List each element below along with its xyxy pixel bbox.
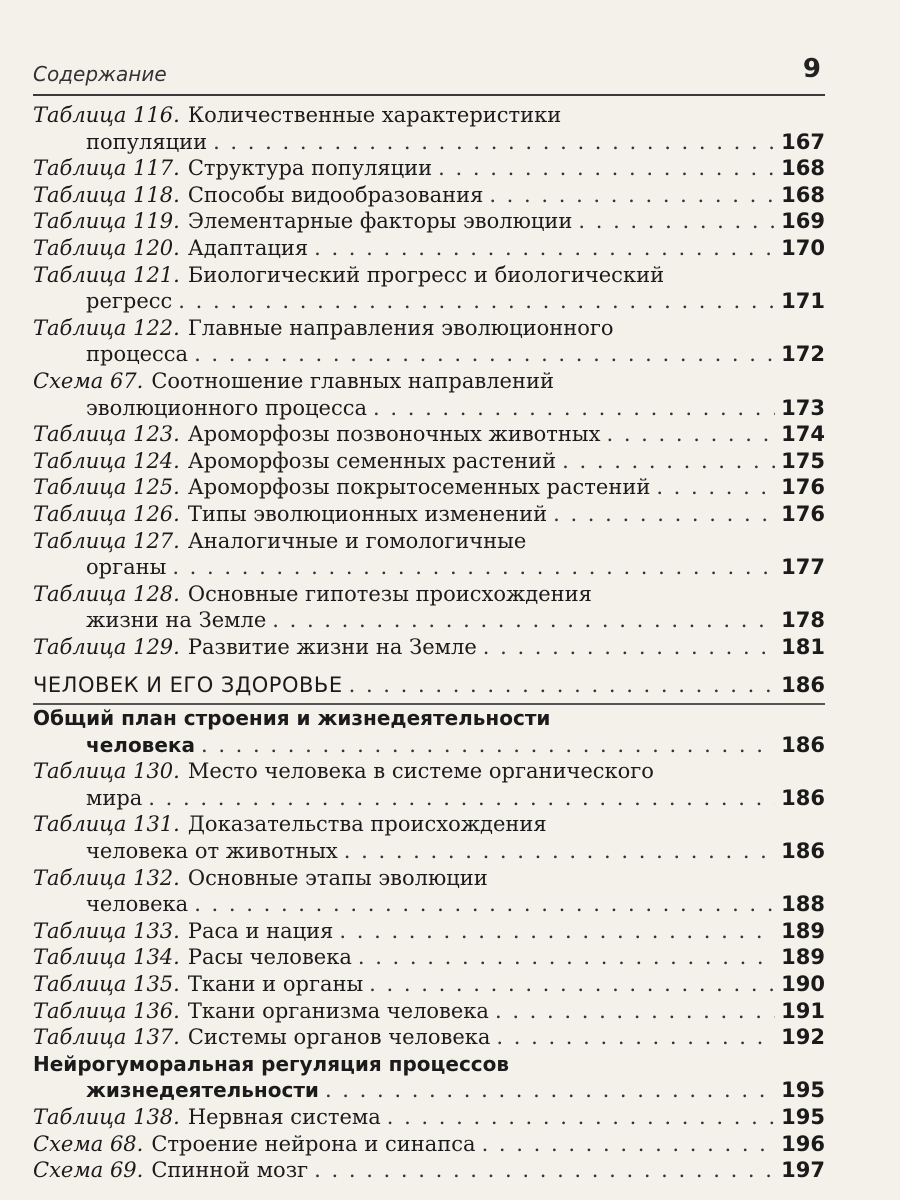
entry-label: Таблица 125. (33, 475, 180, 500)
leader-dots (314, 235, 775, 262)
entry-title: Соотношение главных направлений (151, 368, 554, 393)
entry-title-continued: человека от животных (86, 839, 338, 864)
toc-line (33, 474, 825, 501)
entry-title: Ароморфозы покрытосеменных растений (187, 475, 651, 500)
entry-label: Таблица 126. (33, 501, 180, 526)
toc-line (33, 1104, 825, 1131)
leader-dots (349, 672, 776, 699)
entry-title: Развитие жизни на Земле (187, 634, 477, 659)
leader-dots (482, 1131, 776, 1158)
entry-title: Главные направления эволюционного (187, 315, 614, 340)
entry-title: Раса и нация (187, 918, 334, 943)
toc-line (33, 971, 825, 998)
toc-line (33, 315, 825, 342)
leader-dots (606, 421, 775, 448)
leader-dots (553, 501, 775, 528)
entry-page-number: 169 (781, 209, 825, 234)
toc-line (33, 998, 825, 1025)
entry-title-continued: жизни на Земле (86, 608, 267, 633)
entry-title-continued: органы (86, 555, 167, 580)
entry-label: Таблица 127. (33, 528, 180, 553)
entry-label: Таблица 121. (33, 262, 180, 287)
section-spacer (33, 660, 825, 672)
entry-title: Спинной мозг (151, 1158, 309, 1183)
toc-line (33, 865, 825, 892)
leader-dots (272, 607, 775, 634)
entry-label: Таблица 128. (33, 581, 180, 606)
toc-line (33, 811, 825, 838)
entry-title: Доказательства происхождения (187, 812, 547, 837)
toc-line (33, 1157, 825, 1184)
entry-page-number: 191 (781, 998, 825, 1023)
entry-page-number: 167 (781, 129, 825, 154)
entry-page-number: 176 (781, 475, 825, 500)
entry-label: Таблица 116. (33, 103, 180, 127)
entry-label: Таблица 130. (33, 759, 180, 784)
section-title: ЧЕЛОВЕК И ЕГО ЗДОРОВЬЕ (33, 673, 343, 698)
entry-page-number: 186 (781, 785, 825, 810)
entry-title: Биологический прогресс и биологический (187, 262, 665, 287)
entry-page-number: 186 (781, 839, 825, 864)
page-header (33, 54, 825, 96)
entry-page-number: 177 (781, 555, 825, 580)
entry-label: Таблица 123. (33, 422, 180, 447)
entry-title: Расы человека (187, 945, 352, 970)
toc-line (33, 634, 825, 661)
entry-title-continued: мира (86, 785, 143, 810)
leader-dots (483, 634, 775, 661)
entry-label: Таблица 122. (33, 315, 180, 340)
leader-dots (438, 155, 775, 182)
toc-line (33, 554, 825, 581)
leader-dots (213, 129, 775, 156)
toc-line (33, 1051, 825, 1078)
entry-label: Таблица 136. (33, 998, 180, 1023)
entry-label: Таблица 132. (33, 865, 180, 890)
toc-line (33, 838, 825, 865)
entry-title: Строение нейрона и синапса (151, 1131, 476, 1156)
entry-page-number: 189 (781, 945, 825, 970)
entry-label: Таблица 124. (33, 448, 180, 473)
entry-page-number: 188 (781, 892, 825, 917)
toc-line (33, 1077, 825, 1104)
entry-title: Основные этапы эволюции (187, 865, 488, 890)
entry-page-number: 170 (781, 235, 825, 260)
entry-title: Адаптация (187, 235, 309, 260)
toc-line (33, 395, 825, 422)
entry-title: Способы видообразования (187, 182, 484, 207)
entry-label: Таблица 120. (33, 235, 180, 260)
toc-line (33, 448, 825, 475)
toc-line (33, 785, 825, 812)
entry-title: Структура популяции (187, 156, 433, 181)
entry-label: Таблица 133. (33, 918, 180, 943)
entry-title: Ароморфозы семенных растений (187, 448, 557, 473)
toc-line (33, 1024, 825, 1051)
toc-line (33, 129, 825, 156)
entry-page-number: 189 (781, 918, 825, 943)
leader-dots (172, 554, 775, 581)
toc-line (33, 672, 825, 699)
entry-title-continued: человека (86, 892, 189, 917)
entry-page-number: 168 (781, 156, 825, 181)
entry-title: Нервная система (187, 1104, 381, 1129)
entry-title: Место человека в системе органического (187, 759, 654, 784)
entry-page-number: 196 (781, 1131, 825, 1156)
entry-title: Типы эволюционных изменений (187, 501, 548, 526)
entry-title: Основные гипотезы происхождения (187, 581, 592, 606)
toc-line (33, 421, 825, 448)
entry-page-number: 168 (781, 182, 825, 207)
toc-line (33, 705, 825, 732)
leader-dots (344, 838, 775, 865)
entry-page-number: 173 (781, 395, 825, 420)
entry-title-continued: регресс (86, 289, 173, 314)
subsection-title-continued: жизнедеятельности (86, 1078, 319, 1103)
toc-line (33, 1131, 825, 1158)
toc-line (33, 262, 825, 289)
entry-label: Таблица 129. (33, 634, 180, 659)
entry-page-number: 176 (781, 501, 825, 526)
entry-page-number: 197 (781, 1158, 825, 1183)
entry-page-number: 190 (781, 972, 825, 996)
leader-dots (496, 1024, 775, 1051)
leader-dots (578, 208, 775, 235)
entry-label: Схема 69. (33, 1158, 144, 1183)
toc-line (33, 758, 825, 785)
entry-title: Ткани организма человека (187, 998, 489, 1023)
entry-label: Схема 67. (33, 368, 144, 393)
entry-title-continued: процесса (86, 342, 189, 367)
entry-page-number: 181 (781, 634, 825, 659)
entry-label: Схема 68. (33, 1131, 144, 1156)
toc-line (33, 288, 825, 315)
toc-line (33, 341, 825, 368)
toc-line (33, 501, 825, 528)
entry-title: Элементарные факторы эволюции (187, 209, 573, 234)
subsection-page-number: 186 (781, 732, 825, 757)
toc-line (33, 607, 825, 634)
section-page-number: 186 (781, 673, 825, 698)
leader-dots (325, 1077, 775, 1104)
toc-line (33, 155, 825, 182)
leader-dots (489, 182, 775, 209)
entry-title: Ткани и органы (187, 972, 364, 996)
toc-line (33, 918, 825, 945)
leader-dots (656, 474, 775, 501)
entry-label: Таблица 119. (33, 209, 180, 234)
subsection-title: Общий план строения и жизнедеятельности (33, 706, 551, 731)
leader-dots (373, 395, 775, 422)
entry-page-number: 192 (781, 1025, 825, 1050)
entry-title: Системы органов человека (187, 1025, 491, 1050)
entry-page-number: 195 (781, 1104, 825, 1129)
subsection-page-number: 195 (781, 1078, 825, 1103)
toc-line (33, 368, 825, 395)
entry-title: Количественные характеристики (187, 103, 562, 127)
entry-label: Таблица 137. (33, 1025, 180, 1050)
entry-label: Таблица 131. (33, 812, 180, 837)
toc-line (33, 891, 825, 918)
leader-dots (339, 918, 775, 945)
leader-dots (495, 998, 775, 1025)
page-number: 9 (802, 54, 821, 84)
leader-dots (178, 288, 775, 315)
toc-line (33, 208, 825, 235)
toc-line (33, 581, 825, 608)
entry-label: Таблица 138. (33, 1104, 180, 1129)
toc-line (33, 182, 825, 209)
header-title: Содержание (33, 62, 167, 86)
entry-page-number: 172 (781, 342, 825, 367)
leader-dots (358, 944, 775, 971)
entry-title-continued: эволюционного процесса (86, 395, 368, 420)
subsection-title-continued: человека (86, 732, 195, 757)
entry-label: Таблица 134. (33, 945, 180, 970)
toc-line (33, 102, 825, 129)
leader-dots (194, 891, 775, 918)
subsection-title: Нейрогуморальная регуляция процессов (33, 1051, 510, 1076)
table-of-contents (33, 102, 825, 1184)
entry-title: Аналогичные и гомологичные (187, 528, 527, 553)
toc-line (33, 528, 825, 555)
entry-label: Таблица 117. (33, 156, 180, 181)
leader-dots (387, 1104, 775, 1131)
leader-dots (194, 341, 775, 368)
entry-title: Ароморфозы позвоночных животных (187, 422, 601, 447)
toc-line (33, 944, 825, 971)
leader-dots (314, 1157, 775, 1184)
entry-page-number: 175 (781, 448, 825, 473)
leader-dots (201, 732, 775, 759)
entry-page-number: 174 (781, 422, 825, 447)
leader-dots (562, 448, 775, 475)
entry-page-number: 171 (781, 289, 825, 314)
entry-page-number: 178 (781, 608, 825, 633)
leader-dots (369, 971, 775, 998)
entry-label: Таблица 118. (33, 182, 180, 207)
entry-label: Таблица 135. (33, 972, 180, 996)
entry-title-continued: популяции (86, 129, 208, 154)
leader-dots (148, 785, 775, 812)
toc-line (33, 732, 825, 759)
toc-line (33, 235, 825, 262)
